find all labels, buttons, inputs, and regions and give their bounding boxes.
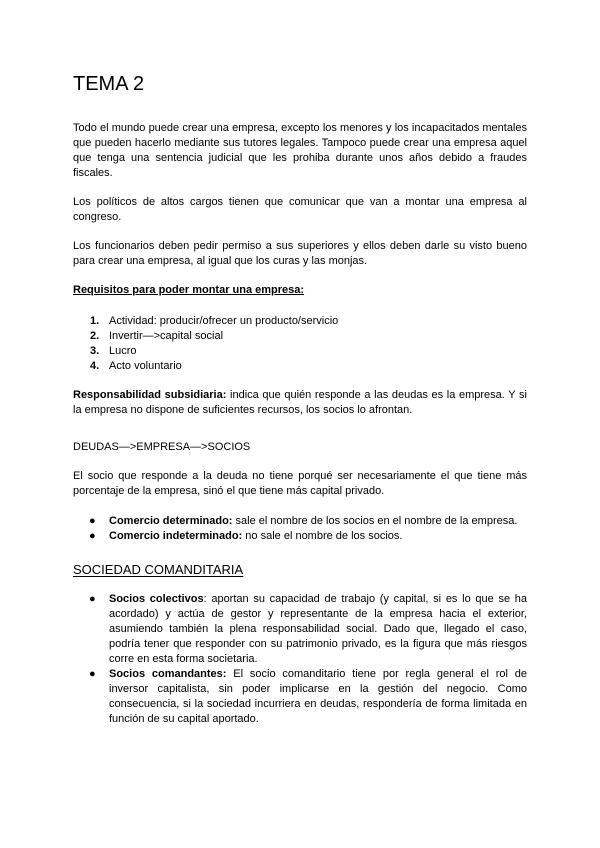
term-bold: Socios comandantes: <box>109 668 227 680</box>
bullet-icon: ● <box>89 515 96 527</box>
term-bold: Comercio determinado: <box>109 515 233 527</box>
requirements-list <box>73 314 527 374</box>
definition-text: sale el nombre de los socios en el nombre de la empresa. <box>232 515 518 527</box>
page-title: TEMA 2 <box>73 73 145 95</box>
list-item <box>73 514 527 529</box>
list-number: 2. <box>90 330 100 342</box>
commerce-list <box>73 514 527 544</box>
definition-text: no sale el nombre de los socios. <box>242 530 403 542</box>
list-number: 1. <box>90 315 100 327</box>
partners-list <box>73 592 527 727</box>
section-heading: SOCIEDAD COMANDITARIA <box>73 562 244 577</box>
list-item-text: Invertir—>capital social <box>109 330 224 342</box>
paragraph-partner: El socio que responde a la deuda no tiene porqué ser necesariamente el que tiene más porcentaje de la empresa, sinó el que tiene más capital privado. <box>73 470 527 497</box>
bullet-icon: ● <box>89 593 96 605</box>
list-item <box>73 344 527 359</box>
term-bold: Responsabilidad subsidiaria: <box>73 389 227 401</box>
requirements-heading: Requisitos para poder montar una empresa: <box>73 284 305 296</box>
term-bold: Socios colectivos <box>109 593 204 605</box>
paragraph-officials: Los funcionarios deben pedir permiso a sus superiores y ellos deben darle su visto bueno para crear una empresa, al igual que los curas y las monjas. <box>73 240 527 267</box>
definition-text: indica que quién responde a las deudas es la empresa. Y si la empresa no dispone de suficientes recursos, los socios lo afrontan. <box>73 389 527 416</box>
list-item <box>73 529 527 544</box>
bullet-icon: ● <box>89 668 96 680</box>
term-bold: Comercio indeterminado: <box>109 530 243 542</box>
bullet-icon: ● <box>89 530 96 542</box>
paragraph-subsidiary-liability <box>73 388 527 418</box>
list-item <box>73 329 527 344</box>
list-number: 4. <box>90 360 100 372</box>
list-number: 3. <box>90 345 100 357</box>
list-item <box>73 667 527 727</box>
definition-text: El socio comanditario tiene por regla general el rol de inversor capitalista, sin poder implicarse en la gestión del negocio. Como consecuencia, si la sociedad incurriera en deudas, respondería de forma limitada en función de su capital aportado. <box>109 668 527 725</box>
list-item-text: Acto voluntario <box>109 360 182 372</box>
list-item <box>73 359 527 374</box>
paragraph-politicians: Los políticos de altos cargos tienen que comunicar que van a montar una empresa al congreso. <box>73 196 527 223</box>
list-item-text: Lucro <box>109 345 137 357</box>
debt-flow: DEUDAS—>EMPRESA—>SOCIOS <box>73 441 251 453</box>
list-item <box>73 314 527 329</box>
paragraph-who-can-create: Todo el mundo puede crear una empresa, excepto los menores y los incapacitados mentales que pueden hacerlo mediante sus tutores legales. Tampoco puede crear una empresa aquel que tenga una sentencia judicial que les prohiba durante unos años debido a fraudes fiscales. <box>73 122 527 179</box>
list-item-text: Actividad: producir/ofrecer un producto/servicio <box>109 315 339 327</box>
list-item <box>73 592 527 667</box>
definition-text: : aportan su capacidad de trabajo (y capital, si es lo que se ha acordado) y actúa de gestor y representante de la empresa hacia el exterior, asumiendo también la plena responsabilidad social. Dado que, llegado el caso, podría tener que responder con su patrimonio privado, es la figura que más riesgos corre en esta forma societaria. <box>109 593 527 665</box>
